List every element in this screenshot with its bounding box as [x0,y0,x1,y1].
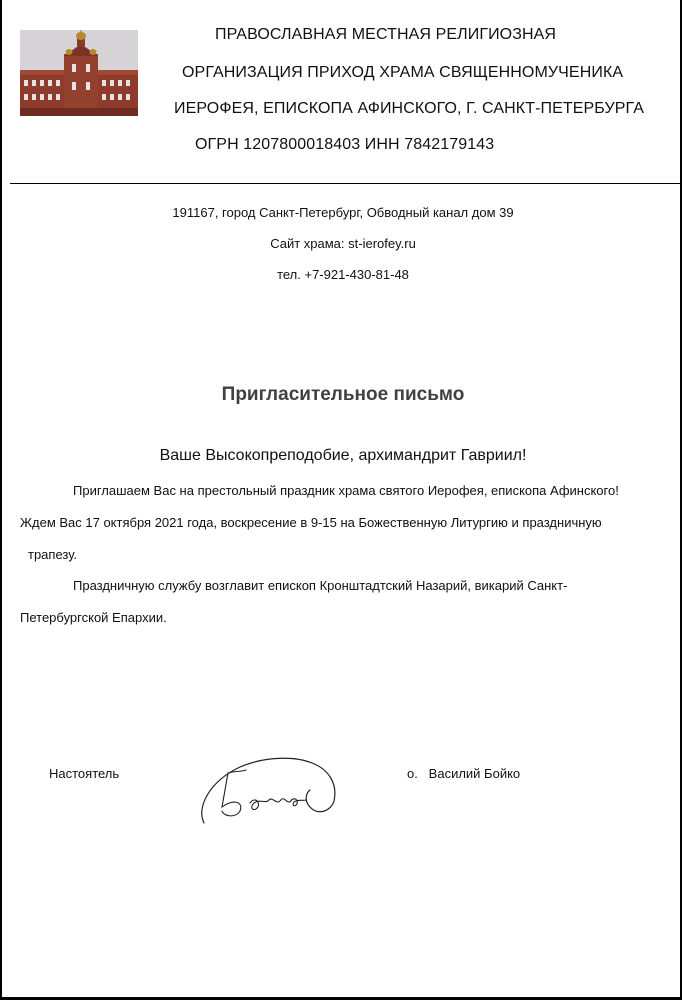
org-name-line-2: ОРГАНИЗАЦИЯ ПРИХОД ХРАМА СВЯЩЕННОМУЧЕНИКА [182,64,624,81]
paragraph-2-line-2: Петербургской Епархии. [20,610,167,625]
paragraph-1-line-3: трапезу. [28,547,78,562]
website-line: Сайт храма: st-ierofey.ru [270,236,416,251]
letter-greeting: Ваше Высокопреподобие, архимандрит Гавриил! [159,447,527,464]
paragraph-2-line-1: Праздничную службу возглавит епископ Кронштадтский Назарий, викарий Санкт- [73,578,568,593]
header-divider [10,183,682,184]
org-name-line-3: ИЕРОФЕЯ, ЕПИСКОПА АФИНСКОГО, Г. САНКТ-ПЕТЕРБУРГА [174,100,645,117]
phone-line: тел. +7-921-430-81-48 [277,267,409,282]
signer-role: Настоятель [49,766,120,781]
paragraph-1-line-2: Ждем Вас 17 октября 2021 года, воскресение в 9-15 на Божественную Литургию и праздничную [20,515,602,530]
church-building-logo [20,30,138,116]
paragraph-1-line-1: Приглашаем Вас на престольный праздник храма святого Иерофея, епископа Афинского! [73,483,619,498]
org-registration-ids: ОГРН 1207800018403 ИНН 7842179143 [195,136,495,153]
signer-name: о. Василий Бойко [407,766,521,781]
letter-title: Пригласительное письмо [221,384,465,405]
handwritten-signature [192,745,342,830]
address-line: 191167, город Санкт-Петербург, Обводный канал дом 39 [172,205,514,220]
org-name-line-1: ПРАВОСЛАВНАЯ МЕСТНАЯ РЕЛИГИОЗНАЯ [215,26,557,43]
